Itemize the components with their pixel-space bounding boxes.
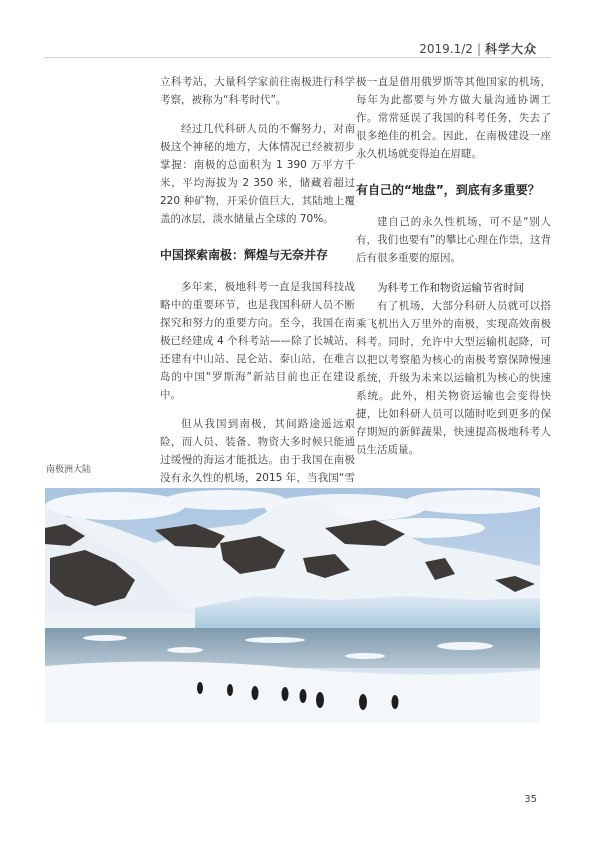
right-column [356, 73, 551, 459]
figure-caption: 南极洲大陆 [46, 465, 92, 475]
right-paragraph-1: 极一直是借用俄罗斯等其他国家的机场，每年为此都要与外方做大量沟通协调工作。常常延误了我国的科考任务，失去了很多绝佳的机会。因此，在南极建设一座永久机场就变得迫在眉睫。 [356, 76, 551, 160]
right-paragraph-3: 有了机场，大部分科研人员就可以搭乘飞机出入万里外的南极，实现高效南极科考。同时，允许中大型运输机起降，可以把以考察船为核心的南极考察保障慢速系统，升级为未来以运输机为核心的快速系统。此外，相关物资运输也会变得快捷，比如科研人员可以随时吃到更多的保存期短的新鲜蔬果，快速提高极地科考人员生活质量。 [356, 300, 551, 456]
subheading-save-time: 为科考工作和物资运输节省时间 [377, 282, 524, 294]
header-rule [44, 57, 551, 58]
issue-date: 2019.1/2 [419, 41, 473, 56]
page-header [419, 40, 537, 57]
left-paragraph-4: 但从我国到南极，其间路途遥远艰险，而人员、装备、物资大多时候只能通过缓慢的海运才能抵达。由于我国在南极没有永久性的机场，2015 年，当我国“雪 [160, 418, 355, 484]
section-title-china-exploration: 中国探索南极：辉煌与无奈并存 [160, 248, 329, 262]
page-number: 35 [524, 794, 537, 805]
right-paragraph-2: 建自己的永久性机场，可不是“别人有，我们也要有”的攀比心理在作祟，这背后有很多重要的原因。 [356, 216, 551, 264]
section-title-own-base: 有自己的“地盘”，到底有多重要？ [356, 183, 540, 197]
left-column [160, 73, 355, 505]
left-paragraph-1: 立科考站，大量科学家前往南极进行科学考察，被称为“科考时代”。 [160, 76, 355, 106]
left-paragraph-2: 经过几代科研人员的不懈努力，对南极这个神秘的地方，大体情况已经被初步掌握：南极的总面积为 1 390 万平方千米，平均海拔为 2 350 米，储藏着超过 220 种矿物，开采价值巨大，其陆地上覆盖的冰层，淡水储量占全球的 70%。 [160, 123, 355, 225]
left-paragraph-3: 多年来，极地科考一直是我国科技战略中的重要环节，也是我国科研人员不断探究和努力的重要方向。至今，我国在南极已经建成 4 个科考站——除了长城站，还建有中山站、昆仑站、泰山站，在难言岛的中国“罗斯海”新站目前也正在建设中。 [160, 281, 355, 401]
antarctica-photo-icon [45, 488, 540, 723]
magazine-brand: 科学大众 [484, 42, 537, 56]
header-separator: | [476, 41, 481, 56]
